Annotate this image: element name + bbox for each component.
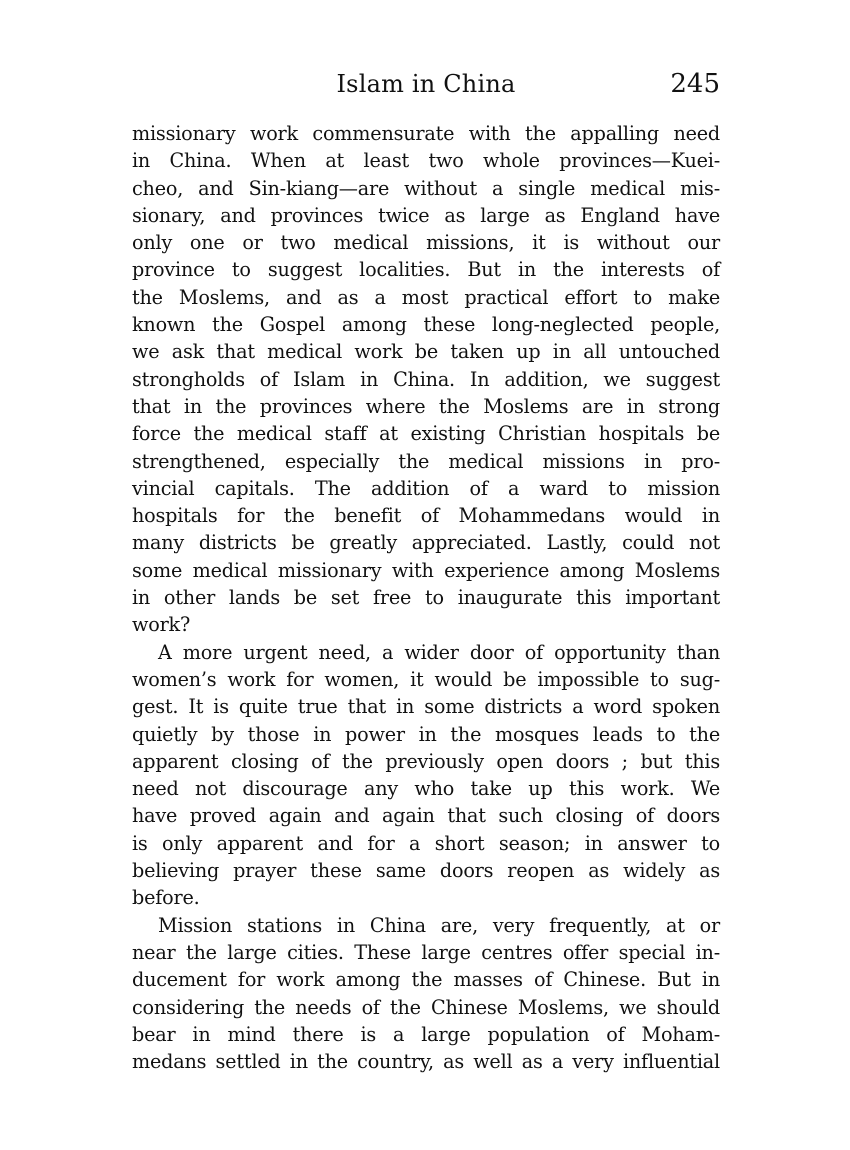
chapter-title: Islam in China	[336, 70, 516, 98]
text-line: work?	[132, 613, 191, 637]
text-line: near the large cities. These large centres offer special in-	[132, 940, 720, 964]
text-line: only one or two medical missions, it is without our	[132, 231, 720, 255]
text-line: the Moslems, and as a most practical effort to make	[132, 285, 720, 309]
text-line: believing prayer these same doors reopen as widely as	[132, 859, 720, 883]
text-line: quietly by those in power in the mosques leads to the	[132, 722, 720, 746]
text-line: is only apparent and for a short season; in answer to	[132, 831, 720, 855]
text-line: vincial capitals. The addition of a ward to mission	[132, 476, 720, 500]
text-line: A more urgent need, a wider door of opportunity than	[158, 640, 720, 664]
body-text	[132, 120, 720, 1075]
text-line: in China. When at least two whole provinces—Kuei-	[132, 149, 720, 173]
text-line: strengthened, especially the medical missions in pro-	[132, 449, 720, 473]
text-line: we ask that medical work be taken up in all untouched	[132, 340, 720, 364]
text-line: some medical missionary with experience among Moslems	[132, 558, 720, 582]
text-line: Mission stations in China are, very frequently, at or	[158, 913, 720, 937]
running-head	[132, 66, 720, 106]
text-line: known the Gospel among these long-neglected people,	[132, 313, 720, 337]
text-line: province to suggest localities. But in the interests of	[132, 258, 720, 282]
text-line: that in the provinces where the Moslems are in strong	[132, 394, 720, 418]
text-line: missionary work commensurate with the appalling need	[132, 122, 720, 145]
text-line: strongholds of Islam in China. In addition, we suggest	[132, 367, 720, 391]
text-line: in other lands be set free to inaugurate this important	[132, 586, 720, 610]
text-line: medans settled in the country, as well as a very influential	[132, 1050, 720, 1074]
text-line: ducement for work among the masses of Chinese. But in	[132, 968, 720, 992]
text-line: women’s work for women, it would be impossible to sug-	[132, 667, 720, 691]
text-line: gest. It is quite true that in some districts a word spoken	[132, 695, 720, 719]
text-line: sionary, and provinces twice as large as England have	[132, 203, 720, 227]
page-number: 245	[670, 69, 720, 99]
paragraph	[132, 639, 720, 912]
text-line: have proved again and again that such closing of doors	[132, 804, 720, 828]
text-line: force the medical staff at existing Christian hospitals be	[132, 422, 720, 446]
paragraph	[132, 912, 720, 1076]
text-line: apparent closing of the previously open doors ; but this	[132, 749, 720, 773]
paragraph	[132, 120, 720, 639]
text-line: bear in mind there is a large population of Moham-	[132, 1022, 720, 1046]
text-line: hospitals for the benefit of Mohammedans would in	[132, 504, 720, 528]
text-line: before.	[132, 886, 200, 910]
text-line: need not discourage any who take up this work. We	[132, 777, 720, 801]
text-line: many districts be greatly appreciated. Lastly, could not	[132, 531, 720, 555]
text-line: considering the needs of the Chinese Moslems, we should	[132, 995, 720, 1019]
text-line: cheo, and Sin-kiang—are without a single medical mis-	[132, 176, 720, 200]
